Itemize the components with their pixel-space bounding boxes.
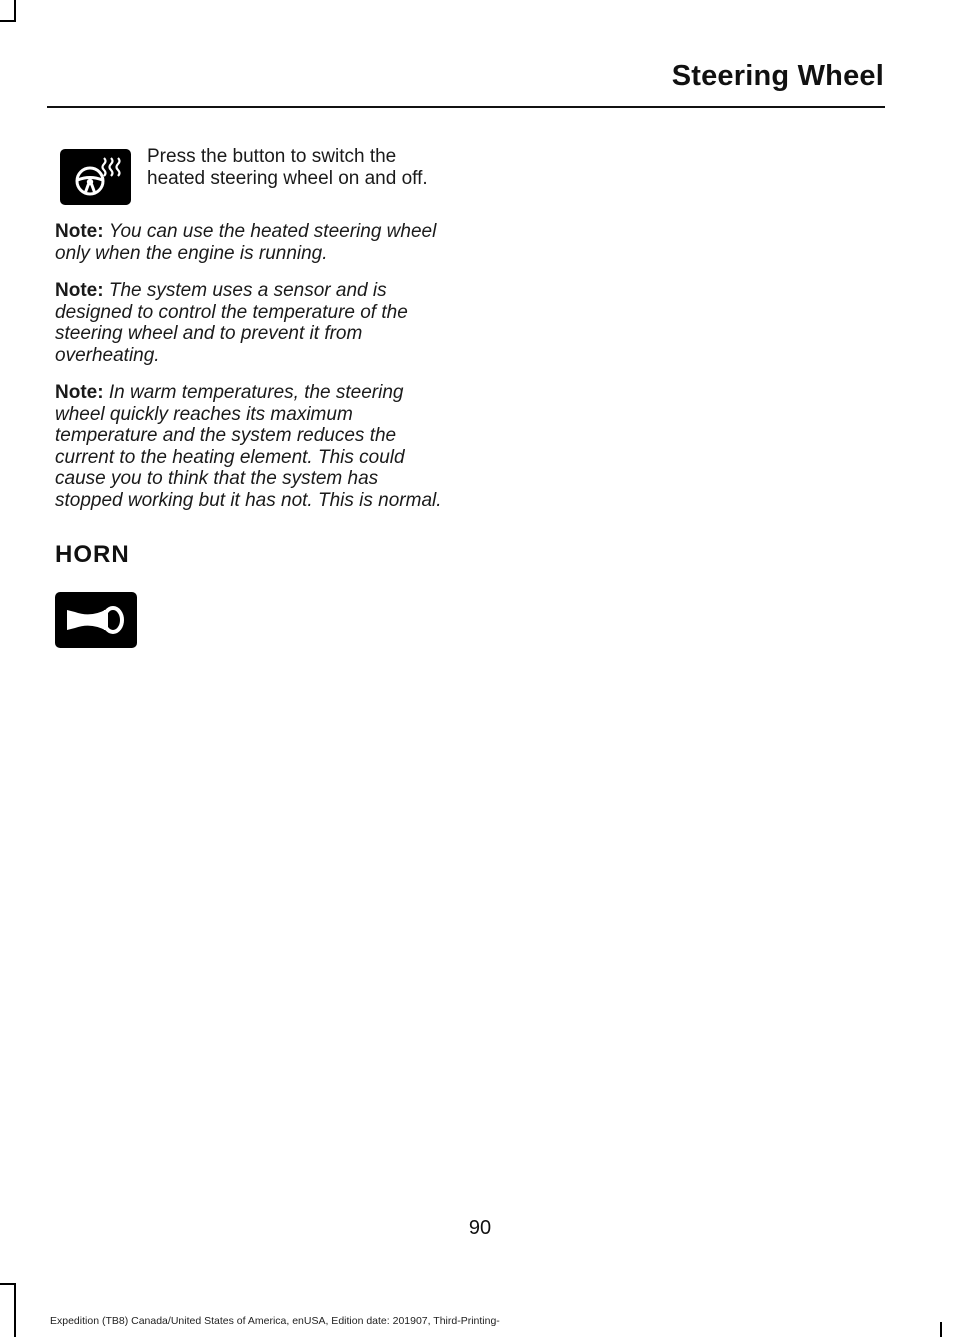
note-label: Note: <box>55 280 104 301</box>
note-sensor <box>55 280 447 366</box>
note-text: You can use the heated steering wheel only when the engine is running. <box>55 221 437 264</box>
horn-icon <box>55 592 137 648</box>
crop-mark-bottom-right <box>940 1322 942 1337</box>
note-text: In warm temperatures, the steering wheel quickly reaches its maximum temperature and the system reduces the current to the heating element. This could cause you to think that the system has stopped working but it has not. This is normal. <box>55 382 442 511</box>
note-engine-running <box>55 221 447 264</box>
footer-edition-info: Expedition (TB8) Canada/United States of America, enUSA, Edition date: 201907, Third-Printing- <box>50 1315 500 1327</box>
note-warm-temperatures <box>55 382 447 511</box>
heated-steering-wheel-icon <box>60 149 131 205</box>
page-number: 90 <box>468 1217 492 1239</box>
crop-mark-top-left <box>14 0 16 22</box>
note-text: The system uses a sensor and is designed to control the temperature of the steering wheel and to prevent it from overheating. <box>55 280 408 366</box>
title-divider <box>47 106 885 108</box>
page-title: Steering Wheel <box>671 60 884 92</box>
crop-mark-bottom-left <box>14 1283 16 1337</box>
crop-mark-bottom-left-h <box>0 1283 16 1285</box>
page-content <box>55 146 447 648</box>
crop-mark-top-left-h <box>0 20 16 22</box>
heated-steering-block <box>55 146 447 205</box>
note-label: Note: <box>55 221 104 242</box>
heated-steering-instruction: Press the button to switch the heated steering wheel on and off. <box>147 146 428 189</box>
horn-heading: HORN <box>55 541 130 568</box>
note-label: Note: <box>55 382 104 403</box>
